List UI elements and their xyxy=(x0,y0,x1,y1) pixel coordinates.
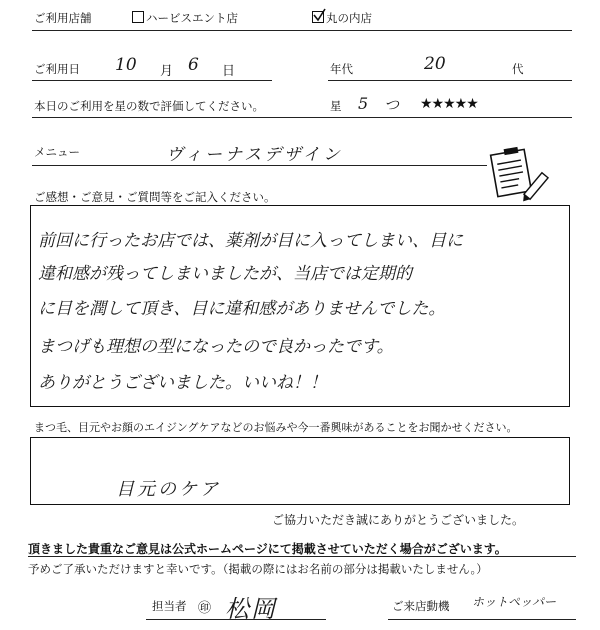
concern-prompt: まつ毛、目元やお顔のエイジングケアなどのお悩みや今一番興味があることをお聞かせください。 xyxy=(34,421,518,434)
concern-box xyxy=(30,437,570,505)
divider xyxy=(32,165,487,166)
thanks-text: ご協力いただき誠にありがとうございました。 xyxy=(272,513,525,527)
divider xyxy=(388,619,576,620)
divider xyxy=(146,619,326,620)
staff-signature: 松岡 xyxy=(225,595,277,623)
divider xyxy=(32,30,572,31)
month-unit: 月 xyxy=(160,64,174,79)
divider xyxy=(28,556,576,557)
seal-mark: ㊞ xyxy=(198,601,212,616)
notice-line-1: 頂きました貴重なご意見は公式ホームページにて掲載させていただく場合がございます。 xyxy=(28,542,507,556)
feedback-prompt: ご感想・ご意見・ご質問等をご記入ください。 xyxy=(34,190,276,204)
concern-value: 目元のケア xyxy=(116,479,221,500)
day-unit: 日 xyxy=(222,64,236,79)
checkbox-harbis[interactable] xyxy=(132,11,144,23)
motive-label: ご来店動機 xyxy=(392,599,450,613)
store-label: ご利用店舗 xyxy=(34,11,92,25)
feedback-line-4: まつげも理想の型になったので良かったです。 xyxy=(38,337,394,357)
rating-stars: ★★★★★ xyxy=(420,96,478,112)
age-label: 年代 xyxy=(330,62,353,76)
feedback-line-2: 違和感が残ってしまいましたが、当店では定期的 xyxy=(38,264,412,284)
age-value: 20 xyxy=(424,54,446,74)
store-option-harbis[interactable] xyxy=(132,10,238,26)
notice-line-2: 予めご了承いただけますと幸いです。（掲載の際にはお名前の部分は掲載いたしません。） xyxy=(28,562,488,576)
rating-value: 5 xyxy=(358,94,369,113)
feedback-line-3: に目を潤して頂き、目に違和感がありませんでした。 xyxy=(38,299,446,319)
rating-unit: つ xyxy=(384,96,400,114)
divider xyxy=(328,80,572,81)
store-option-marunouchi-label: 丸の内店 xyxy=(326,11,372,25)
motive-value: ホットペッパー xyxy=(472,595,557,609)
date-label: ご利用日 xyxy=(34,62,80,76)
store-option-marunouchi[interactable] xyxy=(312,10,372,26)
star-label: 星 xyxy=(330,99,342,113)
menu-label: メニュー xyxy=(34,145,80,159)
divider xyxy=(32,80,272,81)
feedback-line-1: 前回に行ったお店では、薬剤が目に入ってしまい、目に xyxy=(38,231,463,251)
feedback-line-5: ありがとうございました。いいね！！ xyxy=(38,373,327,393)
divider xyxy=(32,117,572,118)
month-value: 10 xyxy=(115,55,137,75)
age-unit: 代 xyxy=(512,62,524,76)
check-mark-icon xyxy=(312,8,326,22)
menu-value: ヴィーナスデザイン xyxy=(166,145,343,165)
rating-prompt: 本日のご利用を星の数で評価してください。 xyxy=(34,99,264,113)
store-option-harbis-label: ハービスエント店 xyxy=(146,11,238,25)
day-value: 6 xyxy=(188,55,199,75)
checkbox-marunouchi[interactable] xyxy=(312,11,324,23)
clipboard-pencil-icon xyxy=(488,146,552,204)
staff-label: 担当者 xyxy=(152,599,187,613)
